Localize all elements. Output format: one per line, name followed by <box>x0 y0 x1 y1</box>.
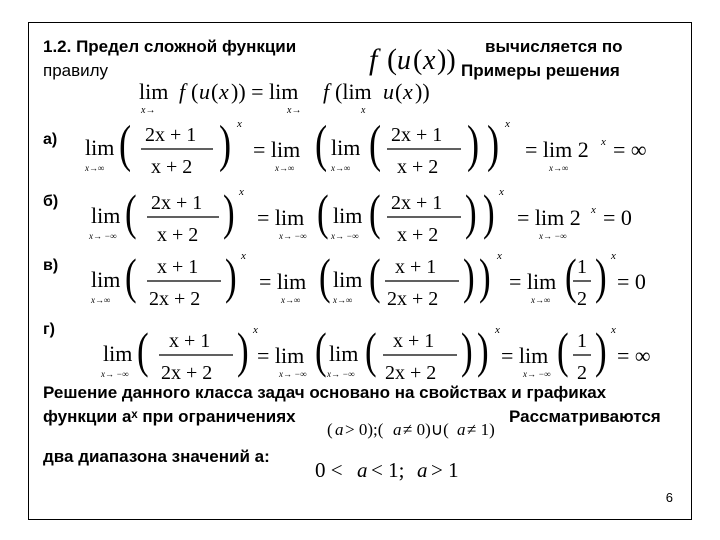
svg-text:2x + 2: 2x + 2 <box>387 288 439 310</box>
svg-text:(: ( <box>387 43 397 76</box>
svg-text:2x + 1: 2x + 1 <box>151 192 203 214</box>
svg-text:2: 2 <box>577 362 587 384</box>
svg-text:(: ( <box>317 186 329 241</box>
svg-text:x→∞: x→∞ <box>85 163 105 173</box>
svg-text:lim: lim <box>85 135 115 160</box>
svg-text:(: ( <box>119 114 132 173</box>
svg-text:2x + 2: 2x + 2 <box>161 362 213 384</box>
svg-text:= 0: = 0 <box>617 269 646 294</box>
svg-text:a: a <box>357 458 368 482</box>
svg-text:x + 2: x + 2 <box>157 224 199 246</box>
svg-text:x + 1: x + 1 <box>395 256 437 278</box>
svg-text:(lim: (lim <box>335 79 372 104</box>
svg-text:f: f <box>179 79 186 104</box>
svg-text:(: ( <box>557 324 569 379</box>
svg-text:): ) <box>465 186 477 241</box>
conclusion-line3-left: два диапазона значений a: <box>43 447 270 466</box>
svg-text:2x + 1: 2x + 1 <box>391 124 443 146</box>
svg-text:(: ( <box>365 324 377 379</box>
svg-text:= ∞: = ∞ <box>613 137 647 162</box>
svg-text:= lim: = lim <box>257 205 305 230</box>
svg-text:): ) <box>237 324 249 379</box>
header-line2-right: Примеры решения <box>461 61 620 80</box>
svg-text:(: ( <box>565 250 577 305</box>
svg-text:lim: lim <box>333 267 363 292</box>
svg-text:x→∞: x→∞ <box>275 163 295 173</box>
header-line2-left: правилу <box>43 61 109 80</box>
svg-text:): ) <box>225 250 237 305</box>
svg-text:(: ( <box>211 79 219 104</box>
svg-text:(: ( <box>327 420 333 439</box>
svg-text:x→∞: x→∞ <box>549 163 569 173</box>
svg-text:2x + 2: 2x + 2 <box>385 362 437 384</box>
svg-text:x: x <box>505 118 510 130</box>
conclusion-line2-left: функции aˣ при ограничениях <box>43 407 296 426</box>
svg-text:x→ −∞: x→ −∞ <box>89 231 117 241</box>
slide <box>28 22 692 520</box>
svg-text:): ) <box>463 250 475 305</box>
svg-text:= lim: = lim <box>257 343 305 368</box>
svg-text:= lim: = lim <box>501 343 549 368</box>
svg-text:x + 2: x + 2 <box>397 224 439 246</box>
svg-text:= lim: = lim <box>253 137 301 162</box>
svg-text:1: 1 <box>577 256 587 278</box>
svg-text:(: ( <box>125 250 137 305</box>
svg-text:2x + 1: 2x + 1 <box>145 124 197 146</box>
conclusion-line1: Решение данного класса задач основано на свойствах и графиках <box>43 383 607 402</box>
svg-text:2x + 2: 2x + 2 <box>149 288 201 310</box>
svg-text:0 <: 0 < <box>315 458 343 482</box>
svg-text:x→ −∞: x→ −∞ <box>523 369 551 379</box>
svg-text:lim: lim <box>103 341 133 366</box>
svg-text:): ) <box>595 250 607 305</box>
svg-text:x: x <box>361 105 366 116</box>
svg-text:f: f <box>323 79 330 104</box>
svg-text:a: a <box>457 420 466 439</box>
svg-text:x: x <box>403 79 413 104</box>
svg-text:x: x <box>237 118 242 130</box>
svg-text:= lim 2: = lim 2 <box>517 205 581 230</box>
header-line1-left: 1.2. Предел сложной функции <box>43 37 297 56</box>
constraint-formula <box>327 411 507 447</box>
svg-text:≠ 1): ≠ 1) <box>467 420 495 439</box>
example-formula-d <box>97 323 577 387</box>
svg-text:x: x <box>423 45 436 76</box>
svg-text:≠ 0)∪(: ≠ 0)∪( <box>403 420 449 439</box>
svg-text:u: u <box>397 45 411 76</box>
svg-text:x→∞: x→∞ <box>331 163 351 173</box>
svg-text:x: x <box>601 136 606 148</box>
ranges-formula <box>311 453 481 487</box>
svg-text:x→ −∞: x→ −∞ <box>331 231 359 241</box>
svg-text:x: x <box>253 324 258 336</box>
svg-text:(: ( <box>125 186 137 241</box>
svg-text:(: ( <box>369 186 381 241</box>
example-formula-d-tail <box>573 323 673 387</box>
svg-text:): ) <box>483 186 495 241</box>
svg-text:): ) <box>595 324 607 379</box>
svg-text:(: ( <box>319 250 331 305</box>
svg-text:x + 1: x + 1 <box>169 330 211 352</box>
svg-text:x: x <box>611 324 616 336</box>
header-line1-right: вычисляется по <box>485 37 623 56</box>
example-formula-c-tail <box>573 251 673 315</box>
svg-text:x→∞: x→∞ <box>531 295 551 305</box>
svg-text:): ) <box>223 186 235 241</box>
svg-text:x→ −∞: x→ −∞ <box>101 369 129 379</box>
svg-text:x→∞: x→∞ <box>91 295 111 305</box>
svg-text:1: 1 <box>577 330 587 352</box>
svg-text:): ) <box>487 114 500 173</box>
svg-text:x: x <box>219 79 229 104</box>
example-label-d: г) <box>43 321 55 338</box>
svg-text:x→ −∞: x→ −∞ <box>279 231 307 241</box>
svg-text:x: x <box>591 204 596 216</box>
svg-text:lim: lim <box>329 341 359 366</box>
svg-text:(: ( <box>369 114 382 173</box>
svg-text:x: x <box>495 324 500 336</box>
svg-text:f: f <box>369 43 378 76</box>
example-formula-a <box>79 114 649 185</box>
svg-text:x→: x→ <box>141 105 156 116</box>
svg-text:a: a <box>393 420 402 439</box>
svg-text:): ) <box>219 114 232 173</box>
svg-text:= 0: = 0 <box>603 205 632 230</box>
svg-text:lim: lim <box>91 203 121 228</box>
svg-text:(: ( <box>413 45 423 76</box>
svg-text:x: x <box>499 186 504 198</box>
svg-text:= ∞: = ∞ <box>617 343 651 368</box>
svg-text:2x + 1: 2x + 1 <box>391 192 443 214</box>
example-label-a: а) <box>43 131 58 148</box>
svg-text:= lim: = lim <box>259 269 307 294</box>
example-formula-c <box>85 251 585 315</box>
svg-text:)): )) <box>437 45 456 76</box>
example-label-b: б) <box>43 193 59 210</box>
svg-text:> 0);(: > 0);( <box>345 420 384 439</box>
svg-text:x: x <box>611 250 616 262</box>
svg-text:x: x <box>497 250 502 262</box>
svg-text:= lim: = lim <box>509 269 557 294</box>
svg-text:< 1;: < 1; <box>371 458 405 482</box>
svg-text:): ) <box>461 324 473 379</box>
svg-text:): ) <box>467 114 480 173</box>
svg-text:): ) <box>477 324 489 379</box>
page-number: 6 <box>665 490 673 505</box>
example-formula-b <box>85 187 645 251</box>
svg-text:x→∞: x→∞ <box>281 295 301 305</box>
svg-text:)): )) <box>415 79 430 104</box>
rule-formula <box>135 75 475 119</box>
svg-text:> 1: > 1 <box>431 458 459 482</box>
svg-text:(: ( <box>137 324 149 379</box>
conclusion-line2-right: Рассматриваются <box>509 407 661 426</box>
svg-text:u: u <box>199 79 210 104</box>
svg-text:(: ( <box>315 114 328 173</box>
example-label-c: в) <box>43 257 59 274</box>
svg-text:lim: lim <box>91 267 121 292</box>
svg-text:x→ −∞: x→ −∞ <box>539 231 567 241</box>
svg-text:x + 2: x + 2 <box>397 156 439 178</box>
svg-text:x + 1: x + 1 <box>157 256 199 278</box>
svg-text:2: 2 <box>577 288 587 310</box>
svg-text:x→: x→ <box>287 105 302 116</box>
svg-text:lim: lim <box>139 79 169 104</box>
svg-text:lim: lim <box>333 203 363 228</box>
svg-text:(: ( <box>315 324 327 379</box>
svg-text:): ) <box>479 250 491 305</box>
svg-text:(: ( <box>191 79 199 104</box>
svg-text:x→∞: x→∞ <box>333 295 353 305</box>
svg-text:x + 1: x + 1 <box>393 330 435 352</box>
svg-text:x + 2: x + 2 <box>151 156 193 178</box>
svg-text:x: x <box>239 186 244 198</box>
svg-text:a: a <box>335 420 344 439</box>
svg-text:= lim 2: = lim 2 <box>525 137 589 162</box>
svg-text:u: u <box>383 79 394 104</box>
svg-text:x→ −∞: x→ −∞ <box>327 369 355 379</box>
svg-text:x→ −∞: x→ −∞ <box>279 369 307 379</box>
svg-text:lim: lim <box>331 135 361 160</box>
svg-text:)) = lim: )) = lim <box>231 79 299 104</box>
svg-text:(: ( <box>369 250 381 305</box>
svg-text:x: x <box>241 250 246 262</box>
svg-text:(: ( <box>395 79 403 104</box>
svg-text:a: a <box>417 458 428 482</box>
